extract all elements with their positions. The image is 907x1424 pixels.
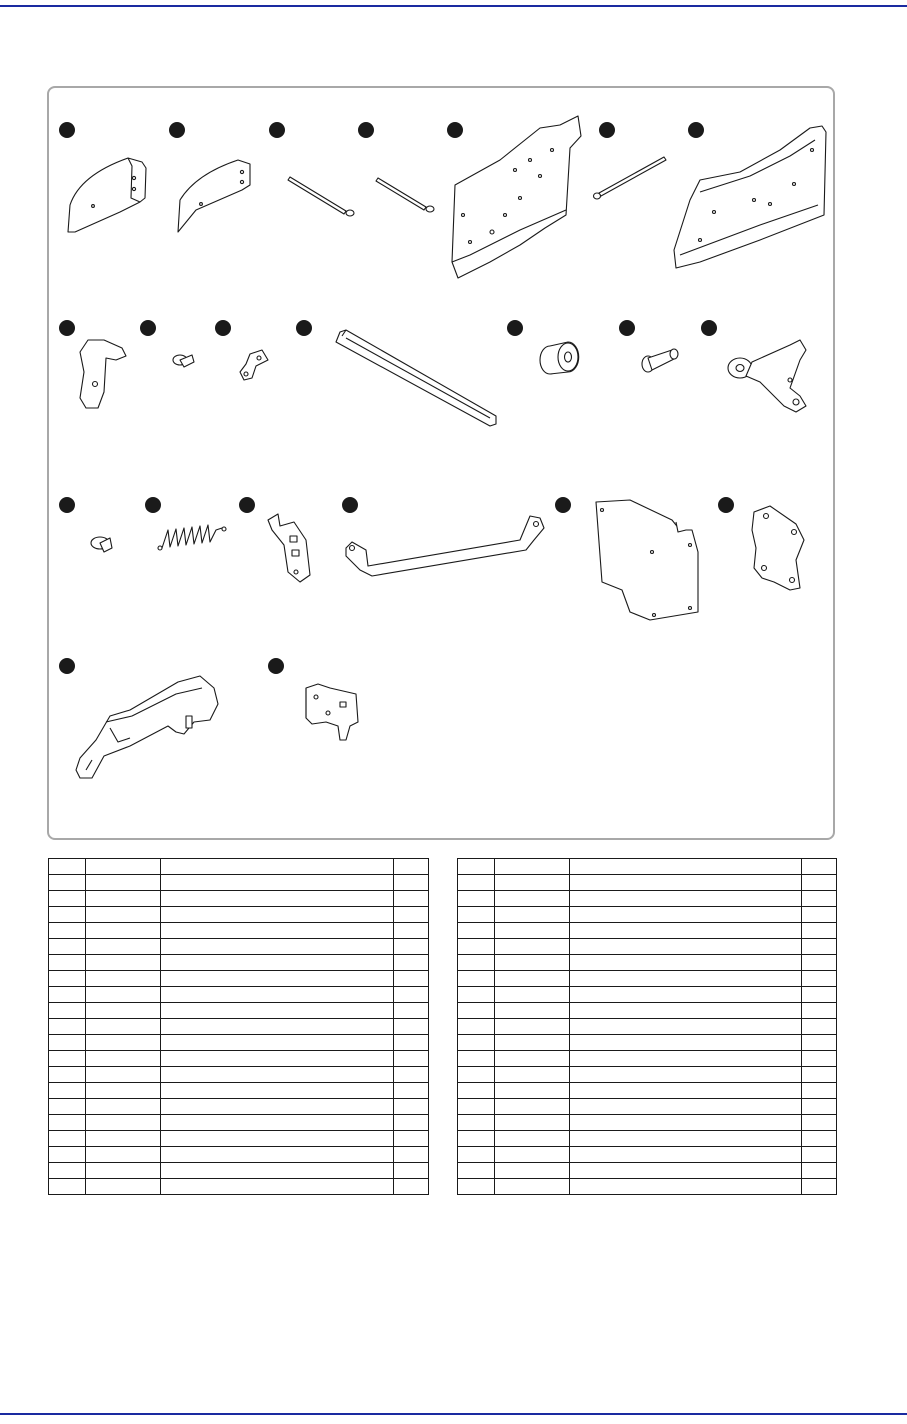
parts-table-cell xyxy=(570,1131,802,1147)
parts-table-cell xyxy=(49,875,86,891)
parts-table-cell xyxy=(458,1003,495,1019)
parts-table-cell xyxy=(495,907,570,923)
parts-table-cell xyxy=(570,1179,802,1195)
parts-table-cell xyxy=(458,907,495,923)
parts-table-cell xyxy=(570,923,802,939)
parts-table-row xyxy=(458,859,837,875)
parts-table-cell xyxy=(458,1147,495,1163)
parts-table-row xyxy=(458,1035,837,1051)
parts-table-cell xyxy=(394,875,429,891)
part-long-pin-icon xyxy=(594,157,667,199)
parts-table-cell xyxy=(86,1083,161,1099)
parts-table-row xyxy=(49,1019,429,1035)
parts-table-cell xyxy=(802,923,837,939)
parts-table-cell xyxy=(86,1035,161,1051)
parts-table-cell xyxy=(49,955,86,971)
parts-table-cell xyxy=(495,891,570,907)
parts-table-cell xyxy=(86,1067,161,1083)
parts-table-cell xyxy=(161,1179,394,1195)
parts-table-cell xyxy=(570,1115,802,1131)
parts-table-cell xyxy=(394,1083,429,1099)
parts-table-cell xyxy=(570,1067,802,1083)
parts-table-cell xyxy=(161,1115,394,1131)
parts-table-cell xyxy=(495,1147,570,1163)
part-mounting-plate-icon xyxy=(596,500,698,620)
parts-table-row xyxy=(458,1099,837,1115)
part-cover-plate-icon xyxy=(68,158,146,232)
part-flat-pin-icon xyxy=(91,537,112,552)
parts-table-cell xyxy=(458,955,495,971)
parts-table-cell xyxy=(49,1019,86,1035)
parts-table-cell xyxy=(570,1163,802,1179)
parts-table-row xyxy=(458,1147,837,1163)
parts-table-cell xyxy=(458,939,495,955)
parts-table-cell xyxy=(495,955,570,971)
parts-table-cell xyxy=(161,923,394,939)
parts-table-cell xyxy=(570,859,802,875)
parts-table-cell xyxy=(394,1179,429,1195)
parts-table-row xyxy=(49,955,429,971)
parts-table-cell xyxy=(49,1115,86,1131)
parts-table-cell xyxy=(161,1099,394,1115)
parts-table-row xyxy=(49,987,429,1003)
parts-table-cell xyxy=(495,939,570,955)
parts-table-row xyxy=(49,971,429,987)
parts-table-row xyxy=(458,1051,837,1067)
parts-table-row xyxy=(49,1147,429,1163)
parts-table-cell xyxy=(802,907,837,923)
parts-table-cell xyxy=(495,1115,570,1131)
parts-table-cell xyxy=(458,1163,495,1179)
parts-table-cell xyxy=(802,987,837,1003)
parts-table-cell xyxy=(161,1163,394,1179)
parts-table-left xyxy=(48,858,429,1195)
parts-table-cell xyxy=(86,987,161,1003)
part-small-stud-icon xyxy=(173,355,194,367)
parts-table-row xyxy=(458,1179,837,1195)
parts-table-cell xyxy=(802,1131,837,1147)
parts-table-row xyxy=(49,1131,429,1147)
parts-table-row xyxy=(458,1083,837,1099)
parts-table-cell xyxy=(49,939,86,955)
parts-table-cell xyxy=(394,1035,429,1051)
parts-table-cell xyxy=(458,1099,495,1115)
parts-table-cell xyxy=(802,1051,837,1067)
parts-table-cell xyxy=(495,1179,570,1195)
part-side-frame-icon xyxy=(452,116,581,278)
parts-table-cell xyxy=(495,1003,570,1019)
parts-table-cell xyxy=(86,1179,161,1195)
parts-table-cell xyxy=(458,1179,495,1195)
parts-table-cell xyxy=(458,987,495,1003)
parts-table-cell xyxy=(802,939,837,955)
part-long-side-frame-icon xyxy=(674,126,826,268)
parts-table-row xyxy=(49,1115,429,1131)
parts-table-cell xyxy=(49,907,86,923)
parts-table-row xyxy=(49,1083,429,1099)
parts-table-cell xyxy=(86,1163,161,1179)
parts-table-cell xyxy=(458,1131,495,1147)
parts-table-cell xyxy=(570,875,802,891)
parts-table-cell xyxy=(394,1019,429,1035)
parts-table-cell xyxy=(49,891,86,907)
parts-table-cell xyxy=(86,907,161,923)
parts-table-cell xyxy=(495,1131,570,1147)
parts-table-cell xyxy=(161,907,394,923)
parts-table-cell xyxy=(458,1083,495,1099)
parts-table-cell xyxy=(161,1035,394,1051)
parts-table-row xyxy=(458,939,837,955)
parts-table-cell xyxy=(570,1051,802,1067)
parts-table-cell xyxy=(394,987,429,1003)
parts-table-cell xyxy=(86,955,161,971)
parts-table-cell xyxy=(49,1035,86,1051)
parts-table-cell xyxy=(394,907,429,923)
parts-table-cell xyxy=(802,1003,837,1019)
parts-table-row xyxy=(49,1163,429,1179)
parts-table-cell xyxy=(86,1019,161,1035)
parts-table-cell xyxy=(86,1003,161,1019)
parts-table-row xyxy=(458,1163,837,1179)
part-roller-icon xyxy=(540,342,579,374)
parts-table-cell xyxy=(49,1163,86,1179)
parts-table-cell xyxy=(495,1083,570,1099)
parts-table-cell xyxy=(394,923,429,939)
parts-table-cell xyxy=(86,1115,161,1131)
parts-table-row xyxy=(458,1115,837,1131)
parts-table-cell xyxy=(161,1147,394,1163)
parts-table-row xyxy=(458,987,837,1003)
part-guide-bracket-icon xyxy=(76,676,218,778)
parts-table-cell xyxy=(161,939,394,955)
part-link-rod-icon xyxy=(346,516,544,576)
parts-table-cell xyxy=(802,955,837,971)
parts-table-cell xyxy=(49,859,86,875)
parts-table-cell xyxy=(49,1147,86,1163)
parts-table-row xyxy=(458,1131,837,1147)
part-bracket-plate-icon xyxy=(178,160,250,232)
parts-table-cell xyxy=(802,1099,837,1115)
parts-table-cell xyxy=(570,1019,802,1035)
parts-table-cell xyxy=(802,1179,837,1195)
parts-table-cell xyxy=(495,1163,570,1179)
parts-table-cell xyxy=(394,891,429,907)
parts-table-cell xyxy=(49,1083,86,1099)
parts-table-cell xyxy=(458,859,495,875)
parts-table-cell xyxy=(394,1051,429,1067)
parts-table-row xyxy=(49,875,429,891)
part-shoulder-pin-icon xyxy=(642,349,678,372)
parts-table-cell xyxy=(458,1019,495,1035)
parts-table-cell xyxy=(495,971,570,987)
parts-table-cell xyxy=(570,1083,802,1099)
parts-table-cell xyxy=(161,955,394,971)
parts-table-cell xyxy=(802,1019,837,1035)
parts-table-row xyxy=(49,1051,429,1067)
parts-table-cell xyxy=(458,971,495,987)
parts-table-cell xyxy=(161,859,394,875)
parts-table-cell xyxy=(49,1067,86,1083)
parts-table-cell xyxy=(458,1051,495,1067)
parts-table-cell xyxy=(802,1163,837,1179)
parts-table-cell xyxy=(495,1051,570,1067)
parts-table-cell xyxy=(49,1131,86,1147)
parts-table-cell xyxy=(495,987,570,1003)
parts-table-cell xyxy=(394,1115,429,1131)
parts-table-cell xyxy=(161,1019,394,1035)
parts-table-row xyxy=(49,1003,429,1019)
parts-table-cell xyxy=(495,859,570,875)
parts-table-row xyxy=(458,875,837,891)
parts-table-row xyxy=(458,1019,837,1035)
parts-table-cell xyxy=(86,971,161,987)
parts-table-cell xyxy=(161,875,394,891)
parts-table-cell xyxy=(394,1067,429,1083)
parts-table-cell xyxy=(161,971,394,987)
part-long-screw-icon xyxy=(376,178,434,212)
parts-table-cell xyxy=(802,859,837,875)
part-small-link-icon xyxy=(240,350,268,380)
parts-table-cell xyxy=(802,1035,837,1051)
parts-table-cell xyxy=(86,1147,161,1163)
parts-table-cell xyxy=(458,891,495,907)
parts-table-cell xyxy=(49,1099,86,1115)
parts-table-cell xyxy=(458,1115,495,1131)
parts-table-cell xyxy=(394,859,429,875)
parts-table-cell xyxy=(394,971,429,987)
parts-table-cell xyxy=(394,939,429,955)
parts-table-cell xyxy=(49,987,86,1003)
parts-table-cell xyxy=(570,939,802,955)
parts-table-cell xyxy=(86,875,161,891)
parts-table-cell xyxy=(86,859,161,875)
parts-table-cell xyxy=(49,1003,86,1019)
parts-table-cell xyxy=(458,923,495,939)
part-guide-rail-icon xyxy=(336,330,496,426)
parts-table-cell xyxy=(570,1099,802,1115)
parts-table-row xyxy=(458,971,837,987)
parts-table-row xyxy=(49,907,429,923)
part-arm-lever-icon xyxy=(728,340,806,412)
parts-table-cell xyxy=(394,1163,429,1179)
parts-table-cell xyxy=(802,875,837,891)
parts-table-cell xyxy=(570,907,802,923)
parts-table-cell xyxy=(49,1051,86,1067)
parts-table-cell xyxy=(802,891,837,907)
parts-table-row xyxy=(49,1099,429,1115)
parts-table-row xyxy=(49,923,429,939)
parts-table-cell xyxy=(394,1131,429,1147)
parts-table-cell xyxy=(86,891,161,907)
parts-table-cell xyxy=(495,923,570,939)
parts-table-cell xyxy=(570,955,802,971)
parts-table-cell xyxy=(394,1099,429,1115)
parts-table-cell xyxy=(86,1051,161,1067)
parts-table-row xyxy=(458,1003,837,1019)
parts-table-cell xyxy=(394,955,429,971)
parts-table-cell xyxy=(161,987,394,1003)
parts-table-cell xyxy=(161,1067,394,1083)
parts-table-cell xyxy=(161,1051,394,1067)
part-coil-spring-icon xyxy=(158,525,226,550)
parts-table-cell xyxy=(570,891,802,907)
parts-table-cell xyxy=(570,987,802,1003)
part-small-block-icon xyxy=(306,684,358,740)
parts-table-cell xyxy=(458,1035,495,1051)
parts-table-cell xyxy=(570,1035,802,1051)
part-lever-hook-icon xyxy=(80,340,126,408)
parts-table-right xyxy=(457,858,837,1195)
parts-table-cell xyxy=(49,971,86,987)
parts-table-row xyxy=(49,1179,429,1195)
parts-table-cell xyxy=(570,1003,802,1019)
parts-table-cell xyxy=(495,1035,570,1051)
parts-table-row xyxy=(458,907,837,923)
parts-table-cell xyxy=(458,1067,495,1083)
parts-table-cell xyxy=(802,1083,837,1099)
part-switch-bracket-icon xyxy=(268,514,310,582)
parts-table-cell xyxy=(570,1147,802,1163)
parts-table-cell xyxy=(802,971,837,987)
parts-table-cell xyxy=(458,875,495,891)
part-long-screw-icon xyxy=(288,177,354,216)
parts-table-cell xyxy=(86,1099,161,1115)
parts-table-cell xyxy=(394,1147,429,1163)
parts-table-row xyxy=(49,859,429,875)
parts-table-row xyxy=(49,1035,429,1051)
parts-table-row xyxy=(458,955,837,971)
parts-table-cell xyxy=(161,1131,394,1147)
parts-table-cell xyxy=(495,875,570,891)
part-small-plate-icon xyxy=(752,506,804,590)
parts-table-cell xyxy=(570,971,802,987)
parts-table-cell xyxy=(86,1131,161,1147)
parts-table-cell xyxy=(394,1003,429,1019)
parts-table-cell xyxy=(161,1083,394,1099)
parts-table-row xyxy=(49,939,429,955)
parts-table-cell xyxy=(802,1147,837,1163)
parts-table-row xyxy=(458,1067,837,1083)
parts-table-cell xyxy=(161,891,394,907)
parts-table-cell xyxy=(802,1067,837,1083)
parts-table-row xyxy=(49,891,429,907)
parts-table-cell xyxy=(161,1003,394,1019)
parts-table-cell xyxy=(86,923,161,939)
parts-table-cell xyxy=(49,923,86,939)
parts-table-row xyxy=(458,923,837,939)
parts-table-row xyxy=(458,891,837,907)
parts-table-cell xyxy=(86,939,161,955)
parts-table-cell xyxy=(495,1099,570,1115)
parts-table-cell xyxy=(802,1115,837,1131)
parts-table-cell xyxy=(49,1179,86,1195)
parts-table-row xyxy=(49,1067,429,1083)
parts-table-cell xyxy=(495,1019,570,1035)
parts-table-cell xyxy=(495,1067,570,1083)
